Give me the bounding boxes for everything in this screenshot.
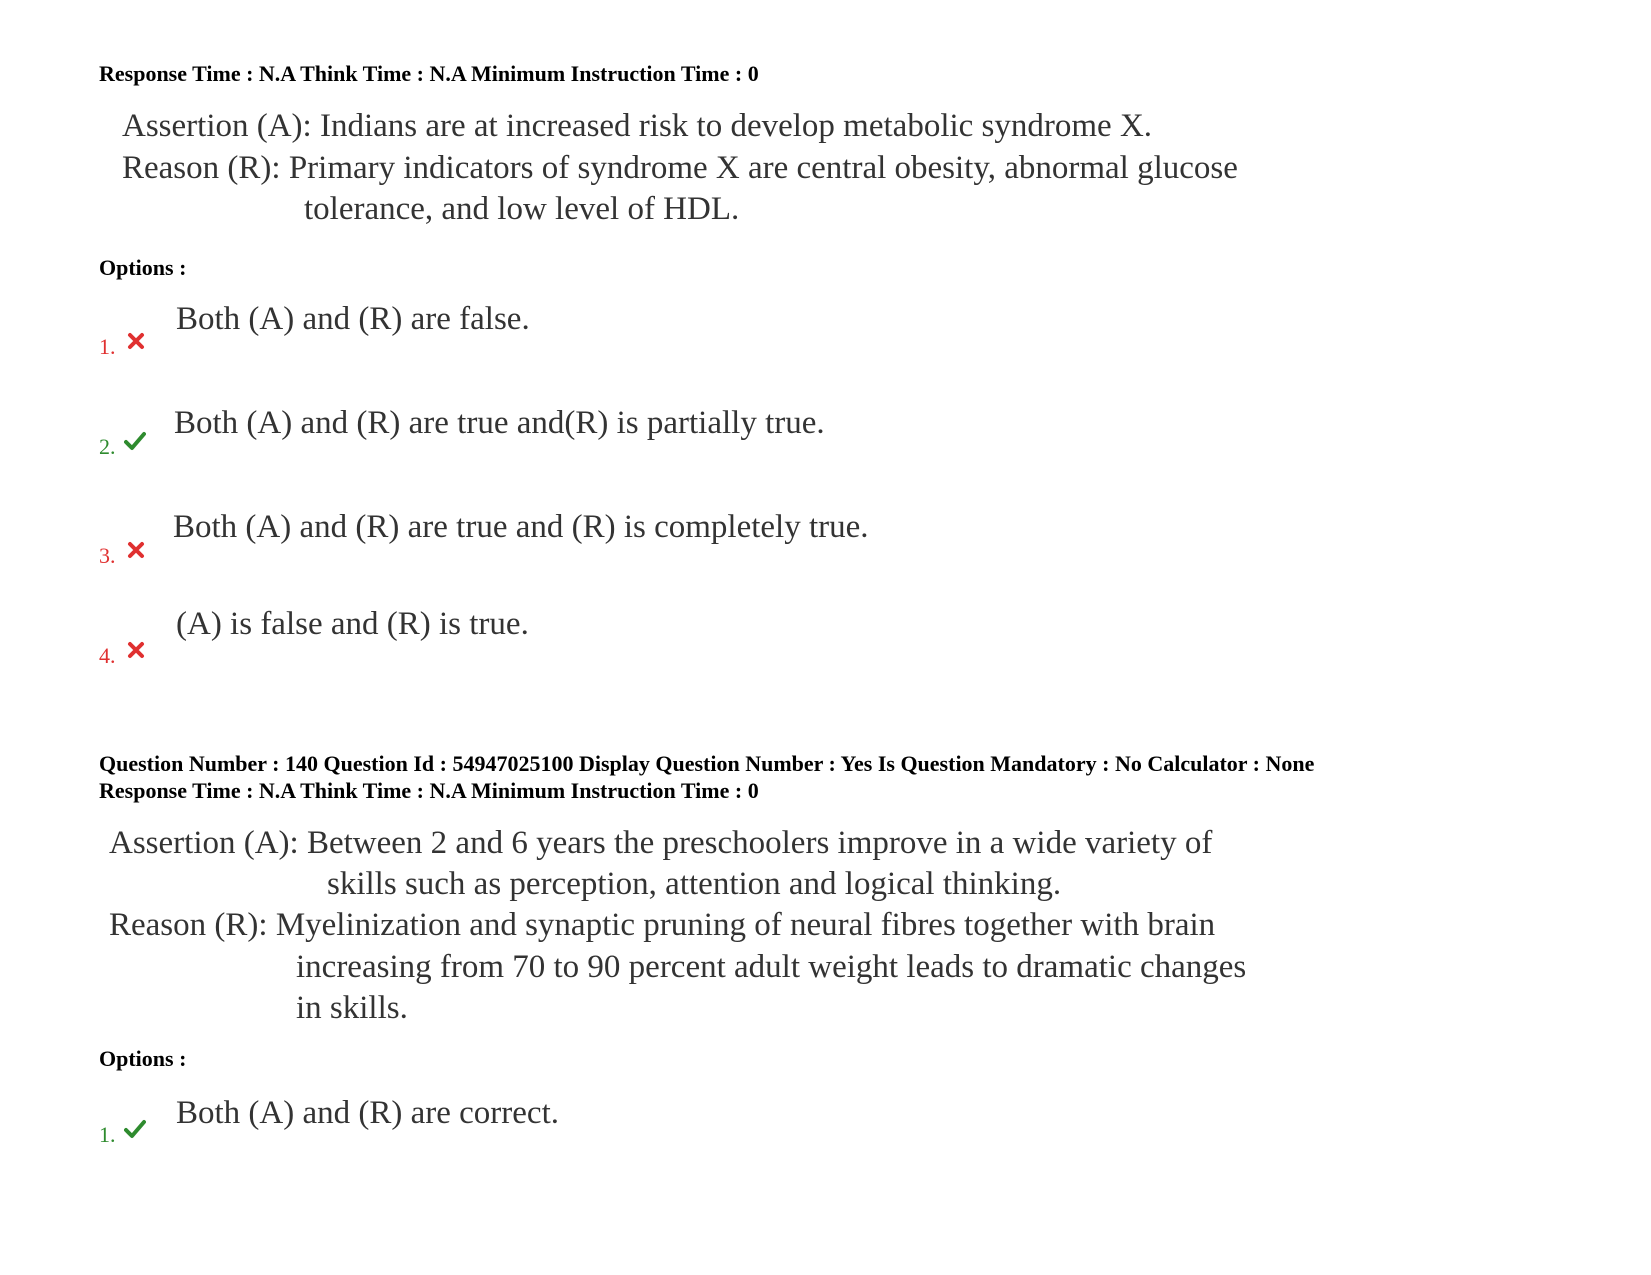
reason-text-continued: increasing from 70 to 90 percent adult weight leads to dramatic changes <box>296 949 1247 985</box>
reason-text: Myelinization and synaptic pruning of neural fibres together with brain <box>275 907 1216 943</box>
option-text: (A) is false and (R) is true. <box>176 606 529 642</box>
check-icon <box>124 430 146 452</box>
option-text: Both (A) and (R) are true and(R) is partially true. <box>174 405 825 441</box>
option-number: 3. <box>99 543 116 568</box>
option-text: Both (A) and (R) are correct. <box>176 1095 559 1131</box>
option-text: Both (A) and (R) are true and (R) is completely true. <box>173 509 869 545</box>
reason-line <box>122 148 1238 188</box>
assertion-text: Indians are at increased risk to develop metabolic syndrome X. <box>319 108 1153 144</box>
response-time-line: Response Time : N.A Think Time : N.A Minimum Instruction Time : 0 <box>99 778 759 803</box>
option-number: 4. <box>99 643 116 668</box>
option-number: 2. <box>99 434 116 459</box>
reason-text: Primary indicators of syndrome X are central obesity, abnormal glucose <box>288 150 1238 186</box>
reason-label: Reason (R): <box>109 907 268 943</box>
option-text: Both (A) and (R) are false. <box>176 301 530 337</box>
cross-icon <box>125 539 147 561</box>
options-label: Options : <box>99 1046 187 1071</box>
cross-icon <box>125 639 147 661</box>
reason-text-continued: in skills. <box>296 990 408 1026</box>
assertion-text-continued: skills such as perception, attention and logical thinking. <box>327 866 1062 902</box>
assertion-line <box>122 106 1152 146</box>
option-number: 1. <box>99 1122 116 1147</box>
option-number: 1. <box>99 334 116 359</box>
options-label: Options : <box>99 255 187 280</box>
reason-line <box>109 905 1215 945</box>
assertion-label: Assertion (A): <box>109 825 299 861</box>
reason-text-continued: tolerance, and low level of HDL. <box>304 191 740 227</box>
question-info-line: Question Number : 140 Question Id : 54947025100 Display Question Number : Yes Is Question Mandatory : No Calculator : None <box>99 751 1315 776</box>
response-time-line: Response Time : N.A Think Time : N.A Minimum Instruction Time : 0 <box>99 61 759 86</box>
assertion-line <box>109 823 1212 863</box>
assertion-text: Between 2 and 6 years the preschoolers improve in a wide variety of <box>306 825 1213 861</box>
cross-icon <box>125 330 147 352</box>
reason-label: Reason (R): <box>122 150 281 186</box>
assertion-label: Assertion (A): <box>122 108 312 144</box>
check-icon <box>124 1118 146 1140</box>
